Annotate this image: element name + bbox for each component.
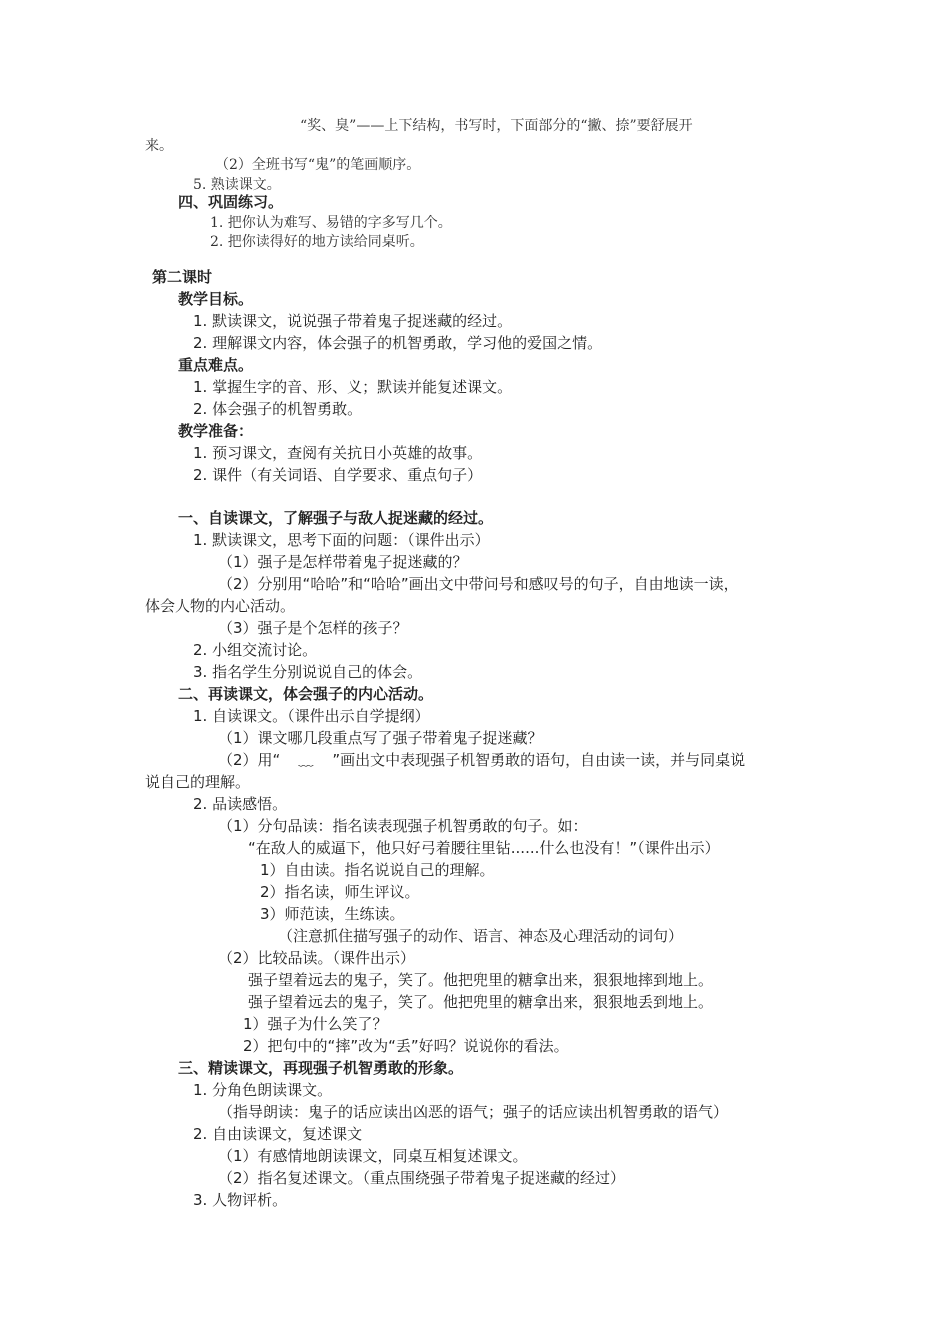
text-fragment: （2）用“ <box>218 751 281 769</box>
text-line: 说自己的理解。 <box>145 773 251 791</box>
text-line: 1. 把你认为难写、易错的字多写几个。 <box>210 215 452 231</box>
section-heading: 教学目标。 <box>178 290 254 308</box>
section-heading: 教学准备： <box>178 422 254 440</box>
text-line: 3. 人物评析。 <box>193 1191 288 1209</box>
text-line: 2. 把你读得好的地方读给同桌听。 <box>210 234 424 250</box>
text-line: 体会人物的内心活动。 <box>145 597 296 615</box>
text-line: （2）分别用“哈哈”和“哈哈”画出文中带问号和感叹号的句子，自由地读一读， <box>218 575 739 593</box>
text-line: 3）师范读，生练读。 <box>260 905 405 923</box>
text-line: 2. 小组交流讨论。 <box>193 641 318 659</box>
text-line: 5. 熟读课文。 <box>193 177 281 193</box>
text-line: 1. 分角色朗读课文。 <box>193 1081 333 1099</box>
text-line: 2）指名读，师生评议。 <box>260 883 420 901</box>
text-line: （指导朗读：鬼子的话应读出凶恶的语气；强子的话应读出机智勇敢的语气） <box>218 1103 729 1121</box>
text-fragment: ”画出文中表现强子机智勇敢的语句，自由读一读，并与同桌说 <box>332 751 746 769</box>
text-line: 2. 课件（有关词语、自学要求、重点句子） <box>193 466 483 484</box>
text-line: 1. 自读课文。（课件出示自学提纲） <box>193 707 430 725</box>
text-line: （1）有感情地朗读课文，同桌互相复述课文。 <box>218 1147 528 1165</box>
text-line: （1）课文哪几段重点写了强子带着鬼子捉迷藏？ <box>218 729 543 747</box>
text-line: 1）强子为什么笑了？ <box>243 1015 388 1033</box>
text-line: （3）强子是个怎样的孩子？ <box>218 619 408 637</box>
text-line: 2）把句中的“摔”改为“丢”好吗？说说你的看法。 <box>243 1037 569 1055</box>
text-line: 3. 指名学生分别说说自己的体会。 <box>193 663 423 681</box>
text-line: 强子望着远去的鬼子，笑了。他把兜里的糖拿出来，狠狠地摔到地上。 <box>248 971 714 989</box>
text-line: 1. 掌握生字的音、形、义；默读并能复述课文。 <box>193 378 513 396</box>
text-line: （1）分句品读：指名读表现强子机智勇敢的句子。如： <box>218 817 588 835</box>
text-line: “在敌人的威逼下，他只好弓着腰往里钻......什么也没有！”（课件出示） <box>248 839 720 857</box>
text-line: 1）自由读。指名说说自己的理解。 <box>260 861 495 879</box>
text-line: （2）全班书写“鬼”的笔画顺序。 <box>215 157 421 173</box>
section-heading: 一、自读课文，了解强子与敌人捉迷藏的经过。 <box>178 509 494 527</box>
text-line: （1）强子是怎样带着鬼子捉迷藏的？ <box>218 553 468 571</box>
wavy-underline-mark: ﹏ <box>298 751 315 769</box>
text-line: 2. 理解课文内容，体会强子的机智勇敢，学习他的爱国之情。 <box>193 334 603 352</box>
text-line: 强子望着远去的鬼子，笑了。他把兜里的糖拿出来，狠狠地丢到地上。 <box>248 993 714 1011</box>
text-line: 2. 自由读课文，复述课文 <box>193 1125 363 1143</box>
section-heading: 三、精读课文，再现强子机智勇敢的形象。 <box>178 1059 464 1077</box>
section-heading: 二、再读课文，体会强子的内心活动。 <box>178 685 434 703</box>
text-line: “奖、臭”——上下结构，书写时，下面部分的“撇、捺”要舒展开 <box>300 118 693 134</box>
section-heading: 重点难点。 <box>178 356 254 374</box>
text-line: 1. 默读课文，说说强子带着鬼子捉迷藏的经过。 <box>193 312 513 330</box>
text-line: （注意抓住描写强子的动作、语言、神态及心理活动的词句） <box>278 927 684 945</box>
section-heading: 四、巩固练习。 <box>178 193 284 211</box>
text-line: （2）指名复述课文。（重点围绕强子带着鬼子捉迷藏的经过） <box>218 1169 626 1187</box>
text-line: （2）比较品读。（课件出示） <box>218 949 416 967</box>
text-line: 2. 品读感悟。 <box>193 795 288 813</box>
lesson-heading: 第二课时 <box>152 268 213 286</box>
text-line: 1. 默读课文，思考下面的问题：（课件出示） <box>193 531 490 549</box>
text-line: 来。 <box>145 138 173 154</box>
text-line: 1. 预习课文，查阅有关抗日小英雄的故事。 <box>193 444 483 462</box>
text-line: 2. 体会强子的机智勇敢。 <box>193 400 363 418</box>
text-line <box>218 749 745 771</box>
